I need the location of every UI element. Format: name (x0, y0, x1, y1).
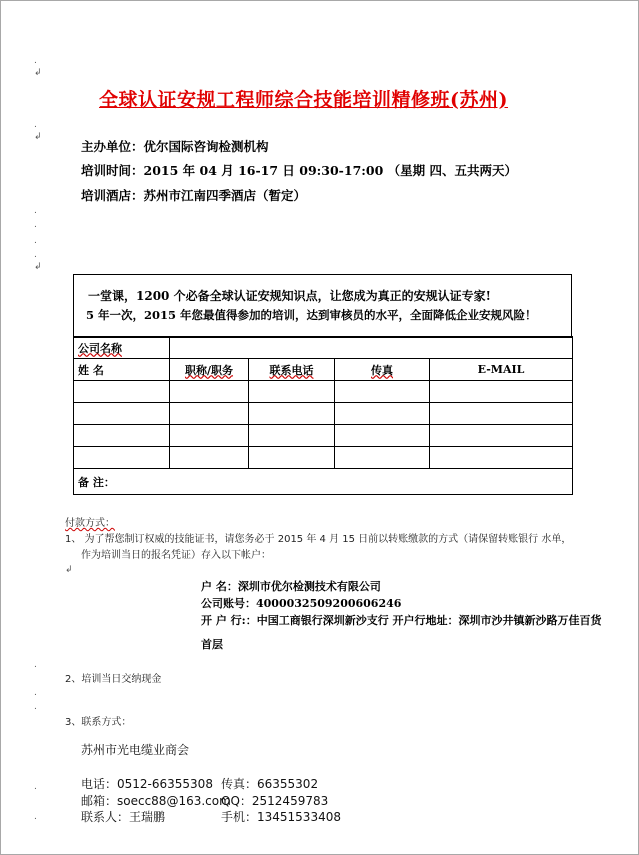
paragraph-mark: ↲ (34, 68, 42, 78)
cell[interactable] (335, 403, 430, 425)
payment-item-3: 3、联系方式： (65, 717, 132, 728)
promo-banner (73, 274, 572, 338)
account-name: 户 名：深圳市优尔检测技术有限公司 (201, 580, 381, 593)
paragraph-mark: . (34, 702, 37, 712)
paragraph-mark: . (34, 812, 37, 822)
paragraph-mark: ↲ (34, 132, 42, 142)
cell[interactable] (170, 447, 249, 469)
paragraph-mark: . (34, 660, 37, 670)
paragraph-mark: . (34, 120, 37, 130)
col-phone-header: 联系电话 (249, 359, 335, 381)
cell[interactable] (249, 381, 335, 403)
cell[interactable] (335, 425, 430, 447)
payment-heading: 付款方式： (65, 518, 115, 529)
cell[interactable] (249, 425, 335, 447)
training-time-line: 培训时间：2015 年 04 月 16-17 日 09:30-17:00 （星期 四、五共两天） (81, 163, 517, 178)
cell[interactable] (430, 403, 573, 425)
company-name-field[interactable] (170, 337, 573, 359)
cell[interactable] (249, 403, 335, 425)
paragraph-mark: . (34, 782, 37, 792)
payment-item-1-cont: 作为培训当日的报名凭证）存入以下帐户： (81, 550, 271, 561)
contact-qq: QQ：2512459783 (221, 794, 329, 808)
bank-info: 开 户 行:：中国工商银行深圳新沙支行 开户行地址：深圳市沙井镇新沙路万佳百货 (201, 614, 602, 627)
account-number: 公司账号：4000032509200606246 (201, 597, 402, 610)
cell[interactable] (74, 447, 170, 469)
paragraph-mark: ↲ (34, 262, 42, 272)
cell[interactable] (170, 403, 249, 425)
paragraph-mark: . (34, 220, 37, 230)
paragraph-mark: ↲ (65, 565, 73, 575)
table-row (74, 403, 573, 425)
payment-item-2: 2、培训当日交纳现金 (65, 674, 162, 685)
contact-mobile: 手机：13451533408 (221, 810, 341, 824)
cell[interactable] (335, 447, 430, 469)
promo-line-1: 一堂课，1200 个必备全球认证安规知识点，让您成为真正的安规认证专家! (88, 289, 491, 303)
contact-phone: 电话：0512-66355308 (81, 777, 213, 791)
remarks-cell[interactable]: 备 注： (74, 469, 573, 495)
promo-line-2: 5 年一次，2015 年您最值得参加的培训，达到审核员的水平，全面降低企业安规风险！ (86, 308, 537, 322)
contact-email: 邮箱：soecc88@163.com (81, 794, 231, 808)
remarks-row (74, 469, 573, 495)
cell[interactable] (430, 425, 573, 447)
registration-table (73, 336, 573, 495)
paragraph-mark: . (34, 688, 37, 698)
cell[interactable] (74, 381, 170, 403)
cell[interactable] (335, 381, 430, 403)
col-name-header: 姓 名 (74, 359, 170, 381)
col-email-header: E-MAIL (430, 359, 573, 381)
contact-person: 联系人：王瑞鹏 (81, 810, 166, 824)
organizer-line: 主办单位：优尔国际咨询检测机构 (81, 139, 269, 154)
document-title: 全球认证安规工程师综合技能培训精修班(苏州) (99, 89, 508, 111)
contact-org: 苏州市光电缆业商会 (81, 743, 190, 757)
paragraph-mark: . (34, 56, 37, 66)
paragraph-mark: . (34, 250, 37, 260)
cell[interactable] (170, 381, 249, 403)
table-row (74, 381, 573, 403)
paragraph-mark: . (34, 206, 37, 216)
payment-item-1: 1、 为了帮您制订权威的技能证书，请您务必于 2015 年 4 月 15 日前以转账缴款的方式（请保留转账银行 水单， (65, 534, 572, 545)
company-row (74, 337, 573, 359)
contact-fax: 传真：66355302 (221, 777, 319, 791)
table-row (74, 447, 573, 469)
bank-info-cont: 首层 (201, 638, 223, 651)
cell[interactable] (249, 447, 335, 469)
col-title-header: 职称/职务 (170, 359, 249, 381)
table-row (74, 425, 573, 447)
cell[interactable] (74, 403, 170, 425)
training-hotel-line: 培训酒店：苏州市江南四季酒店（暂定） (81, 188, 307, 203)
cell[interactable] (430, 381, 573, 403)
company-label: 公司名称 (74, 337, 170, 359)
cell[interactable] (430, 447, 573, 469)
cell[interactable] (170, 425, 249, 447)
header-row (74, 359, 573, 381)
col-fax-header: 传真 (335, 359, 430, 381)
cell[interactable] (74, 425, 170, 447)
paragraph-mark: . (34, 236, 37, 246)
